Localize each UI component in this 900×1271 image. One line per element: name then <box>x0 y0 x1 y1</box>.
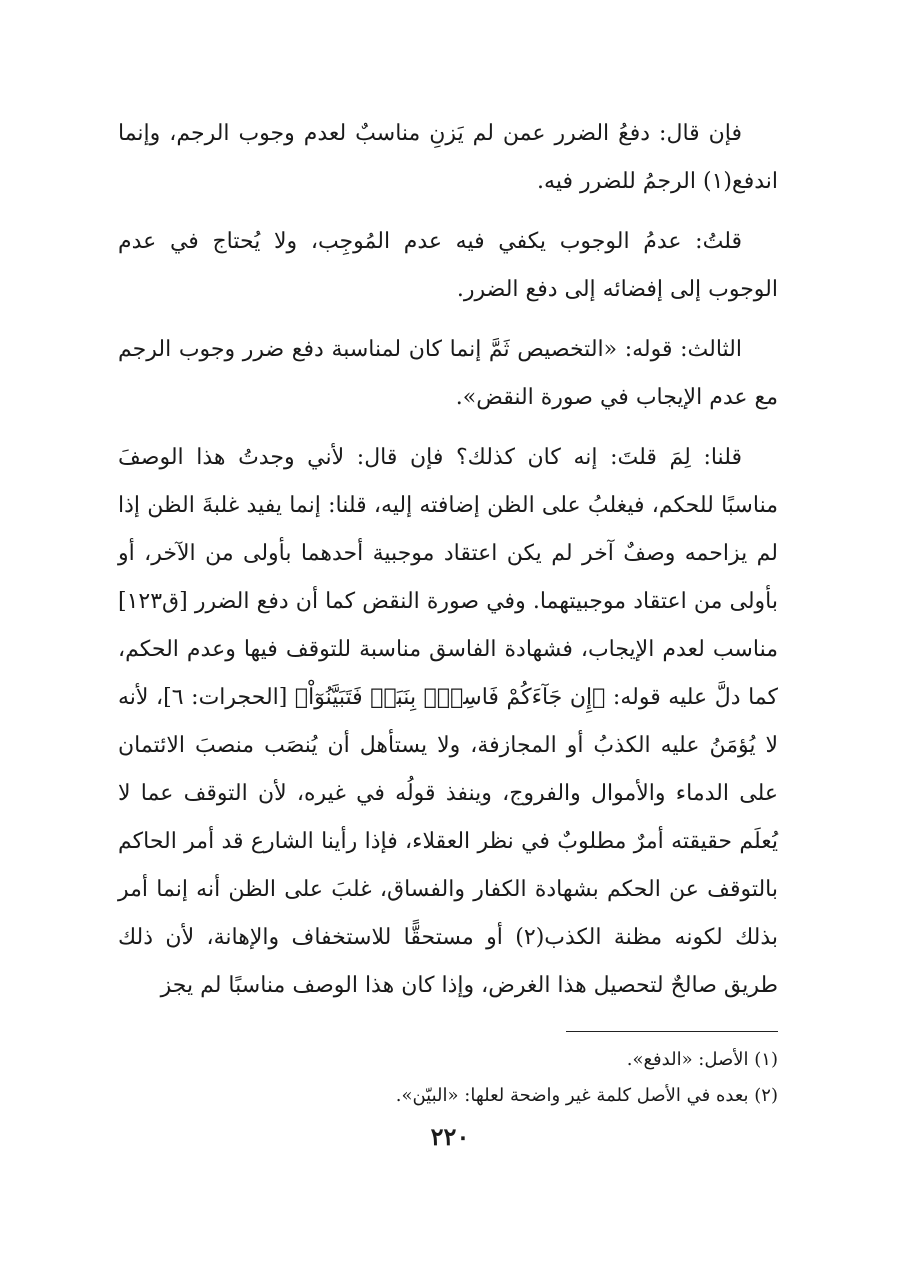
page-number: ٢٢٠ <box>430 1122 470 1151</box>
main-text <box>118 110 778 1022</box>
footnote-2: (٢) بعده في الأصل كلمة غير واضحة لعلها: «البيّن». <box>395 1085 778 1106</box>
paragraph-4: قلنا: لِمَ قلتَ: إنه كان كذلك؟ فإن قال: لأني وجدتُ هذا الوصفَ مناسبًا للحكم، فيغلبُ على الظن إضافته إليه، قلنا: إنما يفيد غلبةَ الظن إذا لم يزاحمه وصفٌ آخر لم يكن اعتقاد موجبية أحدهما بأولى من الآخر، أو بأولى من اعتقاد موجبيتهما. وفي صورة النقض كما أن دفع الضرر [ق١٢٣] مناسب لعدم الإيجاب، فشهادة الفاسق مناسبة للتوقف فيها وعدم الحكم، كما دلَّ عليه قوله: ﴿إِن جَآءَكُمْ فَاسِقُۢ بِنَبَإٖ فَتَبَيَّنُوٓاْ﴾ [الحجرات: ٦]، لأنه لا يُؤمَنُ عليه الكذبُ أو المجازفة، ولا يستأهل أن يُنصَب منصبَ الائتمان على الدماء والأموال والفروج، وينفذ قولُه في غيره، لأن التوقف عما لا يُعلَم حقيقته أمرٌ مطلوبٌ في نظر العقلاء، فإذا رأينا الشارع قد أمر الحاكم بالتوقف عن الحكم بشهادة الكفار والفساق، غلبَ على الظن أنه إنما أمر بذلك لكونه مظنة الكذب(٢) أو مستحقًّا للاستخفاف والإهانة، لأن ذلك طريق صالحٌ لتحصيل هذا الغرض، وإذا كان هذا الوصف مناسبًا لم يجز <box>118 445 778 998</box>
paragraph-2: قلتُ: عدمُ الوجوب يكفي فيه عدم المُوجِب، ولا يُحتاج في عدم الوجوب إلى إفضائه إلى دفع الضرر. <box>118 229 778 302</box>
paragraph-1: فإن قال: دفعُ الضرر عمن لم يَزنِ مناسبٌ لعدم وجوب الرجم، وإنما اندفع(١) الرجمُ للضرر فيه. <box>118 121 778 194</box>
footnote-separator <box>566 1031 778 1032</box>
footnote-1: (١) الأصل: «الدفع». <box>626 1049 778 1070</box>
footnotes <box>118 1042 778 1114</box>
paragraph-3: الثالث: قوله: «التخصيص ثَمَّ إنما كان لمناسبة دفع ضرر وجوب الرجم مع عدم الإيجاب في صورة النقض». <box>118 337 778 410</box>
